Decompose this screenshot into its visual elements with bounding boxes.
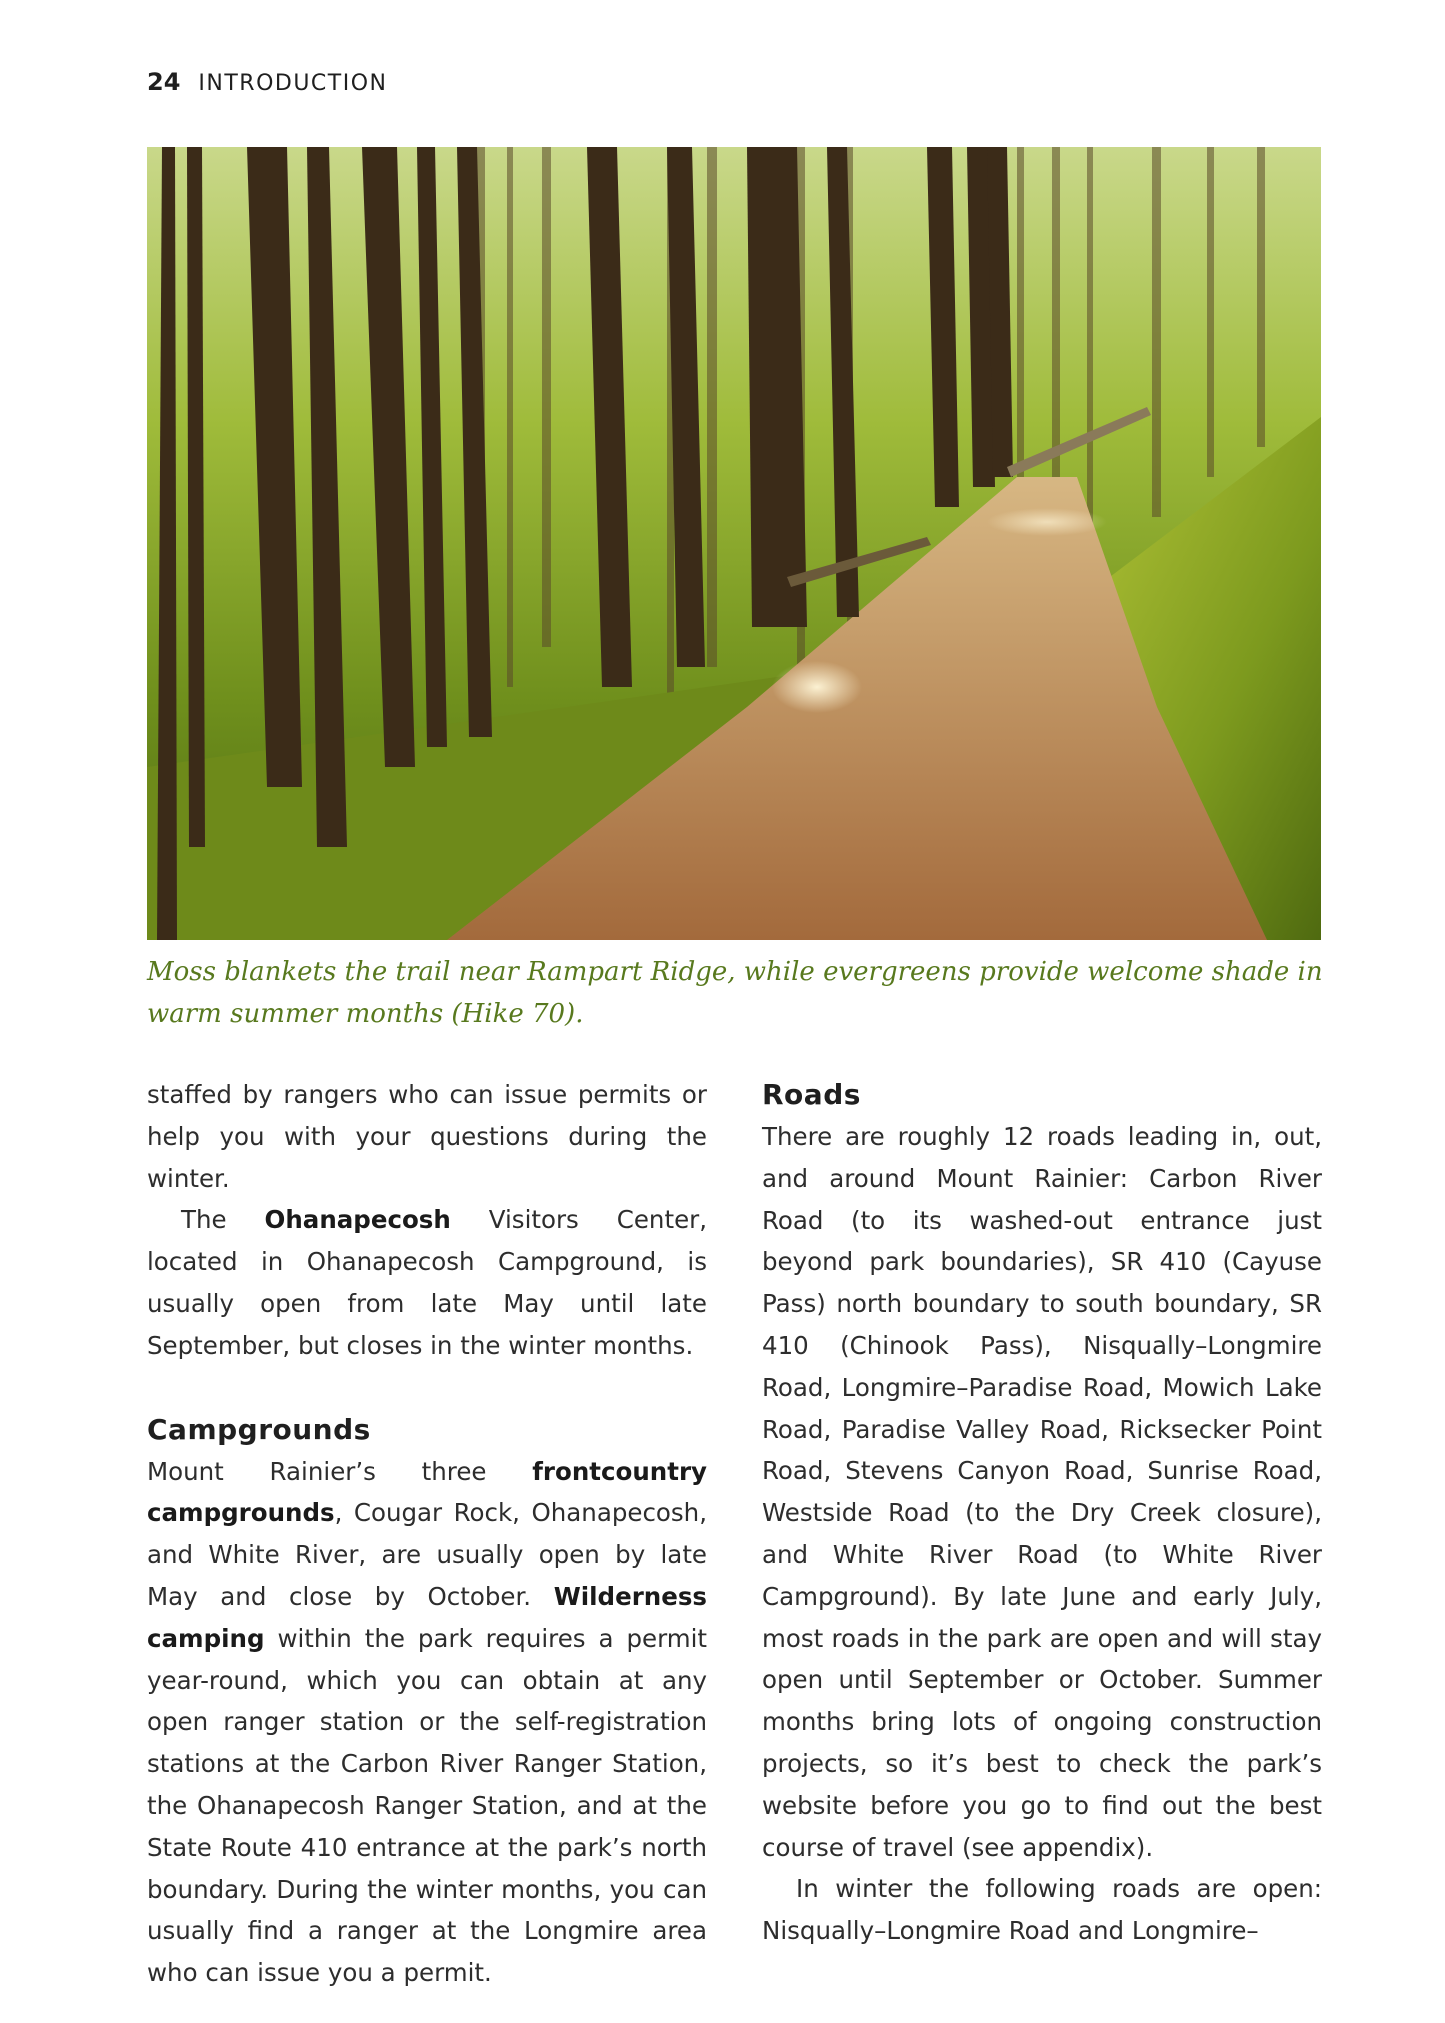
bold-term: Wilderness camping [147,1581,707,1653]
paragraph: staffed by rangers who can issue permits or help you with your questions during the winter. [147,1080,707,1193]
photo-caption: Moss blankets the trail near Rampart Ridge, while evergreens provide welcome shade in warm summer months (Hike 70). [147,957,1323,1029]
text-run: Mount Rainier’s three [147,1456,533,1486]
section-title: INTRODUCTION [198,71,388,96]
section-heading-campgrounds: Campgrounds [147,1412,371,1446]
paragraph [147,1199,707,1366]
page-number: 24 [147,68,181,96]
paragraph [147,1451,707,1994]
forest-trail-photo [147,147,1321,940]
section-heading-roads: Roads [762,1078,861,1111]
left-column [147,1074,707,1994]
paragraph: In winter the following roads are open: Nisqually–Longmire Road and Longmire– [762,1874,1322,1946]
bold-term: Ohanapecosh [264,1205,451,1235]
text-run: Visitors Center, located in Ohanapecosh Campground, is usually open from late May until late September, but closes in the winter months. [147,1205,707,1360]
text-run: , Cougar Rock, Ohanapecosh, and White River, are usually open by late May and close by October. [147,1498,707,1611]
text-run: within the park requires a permit year-round, which you can obtain at any open ranger station or the self-registration stations at the Carbon River Ranger Station, the Ohanapecosh Ranger Station, and at the State Route 410 entrance at the park’s north boundary. During the winter months, you can usually find a ranger at the Longmire area who can issue you a permit. [147,1623,707,1988]
bold-term: frontcountry campgrounds [147,1456,707,1528]
running-head [147,68,388,96]
paragraph: There are roughly 12 roads leading in, out, and around Mount Rainier: Carbon River Road (to its washed-out entrance just beyond park boundaries), SR 410 (Cayuse Pass) north boundary to south boundary, SR 410 (Chinook Pass), Nisqually–Longmire Road, Longmire–Paradise Road, Mowich Lake Road, Paradise Valley Road, Ricksecker Point Road, Stevens Canyon Road, Sunrise Road, Westside Road (to the Dry Creek closure), and White River Road (to White River Campground). By late June and early July, most roads in the park are open and will stay open until September or October. Summer months bring lots of ongoing construction projects, so it’s best to check the park’s website before you go to find out the best course of travel (see appendix). [762,1122,1322,1862]
text-run: The [181,1205,265,1235]
right-column [762,1074,1322,1952]
